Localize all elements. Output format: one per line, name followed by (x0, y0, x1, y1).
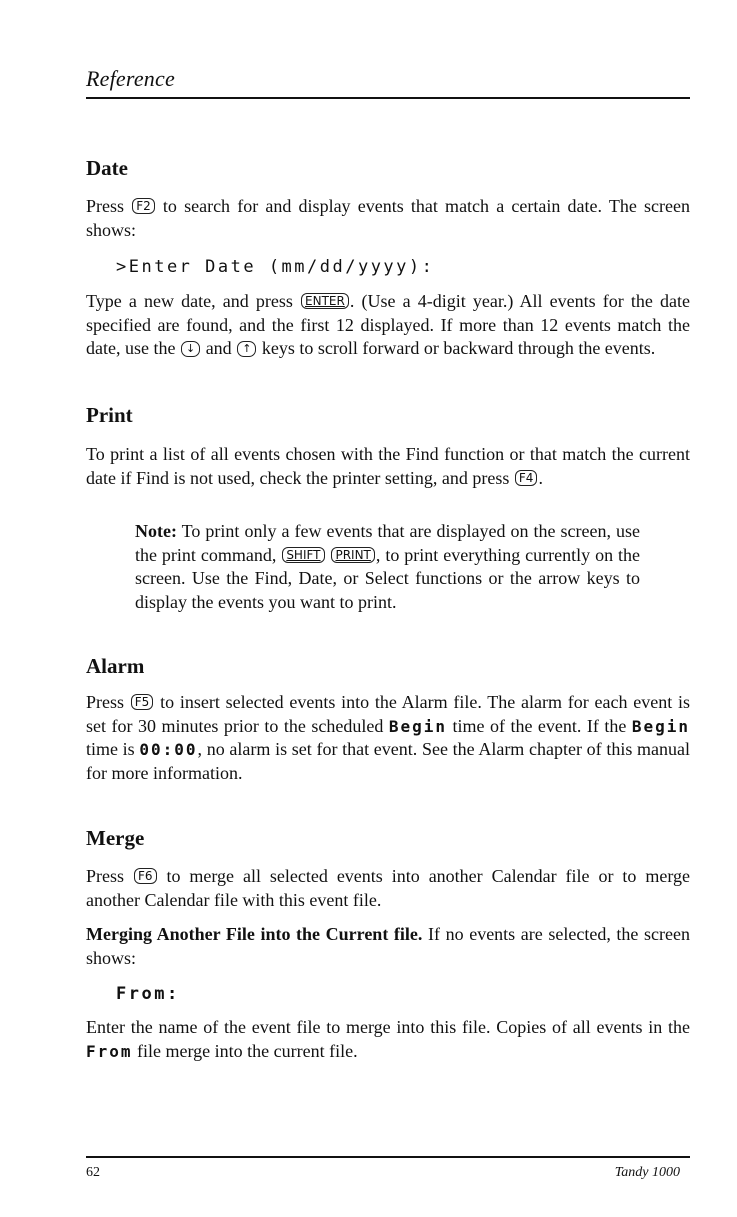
f2-key: F2 (132, 198, 155, 214)
f6-key: F6 (134, 868, 157, 884)
footer-rule (86, 1156, 690, 1158)
merge-heading: Merge (86, 826, 145, 850)
date-prompt-screen: >Enter Date (mm/dd/yyyy): (116, 257, 435, 277)
f4-key: F4 (515, 470, 538, 486)
header-rule (86, 97, 690, 99)
up-arrow-key-icon: ↑ (237, 341, 256, 357)
merge-paragraph-2: Merging Another File into the Current file. If no events are selected, the screen shows: (86, 924, 690, 968)
date-paragraph-1: Press F2 to search for and display events that match a certain date. The screen shows: (86, 196, 690, 240)
print-heading: Print (86, 403, 133, 427)
alarm-paragraph: Press F5 to insert selected events into the Alarm file. The alarm for each event is set for 30 minutes prior to the scheduled Begin time of the event. If the Begin time is 00:00, no alarm is set for that event. See the Alarm chapter of this manual for more information. (86, 692, 691, 783)
merge-paragraph-3: Enter the name of the event file to merge into this file. Copies of all events in the From file merge into the current file. (86, 1017, 690, 1061)
f5-key: F5 (131, 694, 154, 710)
merge-paragraph-1: Press F6 to merge all selected events into another Calendar file or to merge another Calendar file with this event file. (86, 866, 690, 910)
down-arrow-key-icon: ↓ (181, 341, 200, 357)
enter-key: ENTER (301, 293, 349, 309)
print-note: Note: To print only a few events that are displayed on the screen, use the print command, SHIFT PRINT , to print everything currently on the screen. Use the Find, Date, or Select functions or the arrow keys to display the events you want to print. (135, 521, 641, 612)
running-head: Reference (86, 66, 175, 91)
alarm-heading: Alarm (86, 654, 145, 678)
shift-key: SHIFT (282, 547, 324, 563)
merge-prompt-screen: From: (116, 984, 180, 1004)
page-number: 62 (86, 1165, 100, 1180)
footer-title: Tandy 1000 (614, 1165, 680, 1180)
print-paragraph-1: To print a list of all events chosen with the Find function or that match the current date if Find is not used, check the printer setting, and press F4 . (86, 444, 690, 488)
date-paragraph-2: Type a new date, and press ENTER . (Use a 4-digit year.) All events for the date specified are found, and the first 12 displayed. If more than 12 events match the date, use the ↓ and ↑ keys to scroll forward or backward through the events. (86, 291, 690, 358)
print-key: PRINT (331, 547, 374, 563)
date-heading: Date (86, 156, 128, 180)
